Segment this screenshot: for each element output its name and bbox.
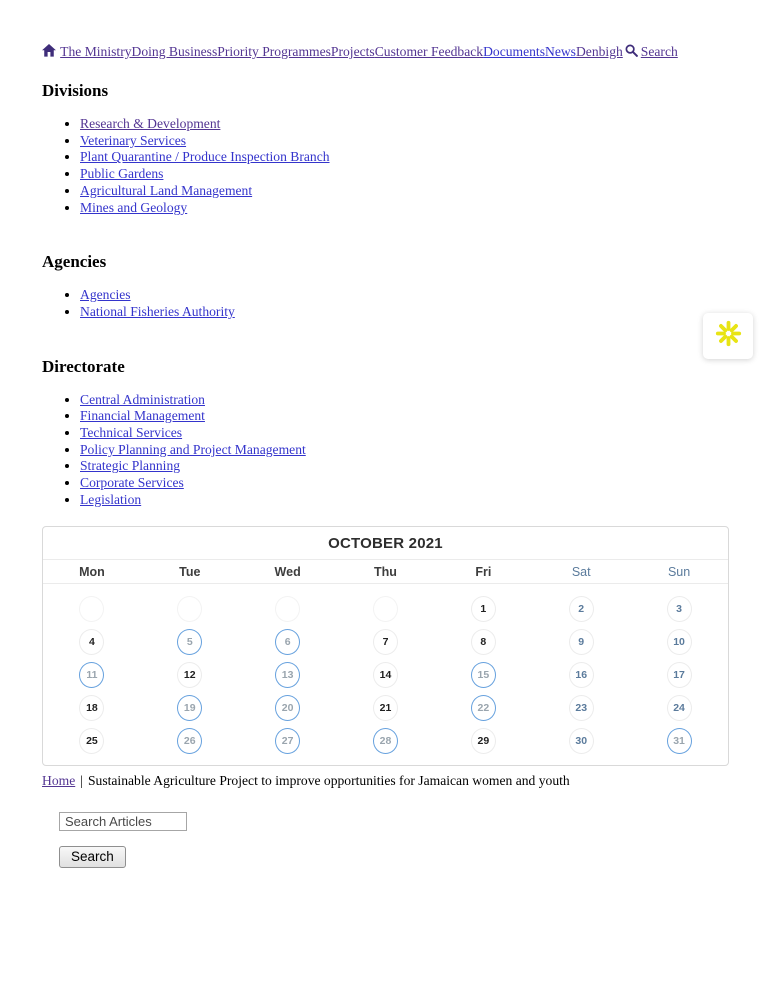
- nav-links: [60, 44, 678, 59]
- search-icon[interactable]: [625, 44, 638, 61]
- list-item: [80, 475, 731, 492]
- list-item: [80, 149, 731, 166]
- link-corporate-services[interactable]: Corporate Services: [80, 475, 184, 491]
- calendar-empty-day: [275, 596, 300, 622]
- accessibility-widget-button[interactable]: [703, 313, 753, 359]
- calendar-day-header-mon: Mon: [79, 564, 105, 579]
- calendar-day-31[interactable]: 31: [667, 728, 692, 754]
- calendar-day-23: 23: [569, 695, 594, 721]
- calendar-cell: [43, 659, 141, 692]
- calendar-cell: [434, 692, 532, 725]
- nav-link-news[interactable]: News: [545, 44, 576, 59]
- calendar-cell: [532, 626, 630, 659]
- calendar-cell: [532, 593, 630, 626]
- list-item: [80, 392, 731, 409]
- article-search-form: [59, 812, 731, 868]
- calendar-cell: [630, 593, 728, 626]
- nav-link-documents[interactable]: Documents: [483, 44, 545, 59]
- section-heading-directorate: Directorate: [42, 356, 125, 376]
- list-item: [80, 408, 731, 425]
- calendar-cell: [434, 626, 532, 659]
- calendar-day-3: 3: [667, 596, 692, 622]
- calendar-day-1: 1: [471, 596, 496, 622]
- calendar-day-12: 12: [177, 662, 202, 688]
- breadcrumb: [42, 773, 731, 789]
- calendar-cell: [337, 626, 435, 659]
- home-icon[interactable]: [42, 44, 56, 61]
- calendar-day-17: 17: [667, 662, 692, 688]
- calendar-day-header-sat: Sat: [571, 564, 591, 579]
- list-item: [80, 304, 731, 321]
- calendar-day-21: 21: [373, 695, 398, 721]
- nav-link-search[interactable]: Search: [640, 44, 678, 59]
- link-legislation[interactable]: Legislation: [80, 491, 142, 507]
- list-item: [80, 492, 731, 509]
- list-item: [80, 458, 731, 475]
- calendar-day-30: 30: [569, 728, 594, 754]
- calendar-cell: [337, 725, 435, 758]
- calendar-cell: [141, 626, 239, 659]
- calendar-day-header-wed: Wed: [274, 564, 301, 579]
- list-item: [80, 133, 731, 150]
- calendar-empty-day: [177, 596, 202, 622]
- link-list-agencies: [42, 287, 731, 320]
- search-articles-input[interactable]: [59, 812, 187, 831]
- calendar-day-header-tue: Tue: [179, 564, 201, 579]
- calendar-day-header-fri: Fri: [475, 564, 492, 579]
- calendar-cell: [43, 626, 141, 659]
- nav-link-the-ministry[interactable]: The Ministry: [60, 44, 132, 59]
- calendar-day-24: 24: [667, 695, 692, 721]
- nav-link-denbigh[interactable]: Denbigh: [575, 44, 623, 59]
- calendar-cell: [532, 725, 630, 758]
- list-item: [80, 425, 731, 442]
- link-policy-planning-and-project-management[interactable]: Policy Planning and Project Management: [80, 441, 306, 457]
- link-financial-management[interactable]: Financial Management: [80, 408, 205, 424]
- nav-link-priority-programmes[interactable]: Priority Programmes: [217, 44, 331, 59]
- calendar-cell: [434, 725, 532, 758]
- link-public-gardens[interactable]: Public Gardens: [80, 166, 164, 182]
- calendar-cell: [239, 626, 337, 659]
- calendar-day-5[interactable]: 5: [177, 629, 202, 655]
- calendar-cell: [141, 659, 239, 692]
- section-heading-divisions: Divisions: [42, 81, 109, 100]
- page-content: [42, 0, 731, 868]
- list-item: [80, 287, 731, 304]
- list-item: [80, 166, 731, 183]
- calendar-cell: [239, 692, 337, 725]
- calendar: [42, 526, 729, 766]
- calendar-cell: [239, 659, 337, 692]
- list-item: [80, 116, 731, 133]
- calendar-day-7: 7: [373, 629, 398, 655]
- calendar-cell: [337, 659, 435, 692]
- link-list-directorate: [42, 392, 731, 509]
- calendar-day-header-sun: Sun: [667, 564, 691, 579]
- calendar-day-11[interactable]: 11: [79, 662, 104, 688]
- link-research-development[interactable]: Research & Development: [80, 116, 221, 131]
- calendar-day-27[interactable]: 27: [275, 728, 300, 754]
- calendar-day-6[interactable]: 6: [275, 629, 300, 655]
- nav-link-doing-business[interactable]: Doing Business: [131, 44, 218, 59]
- link-mines-and-geology[interactable]: Mines and Geology: [80, 199, 188, 215]
- calendar-cell: [239, 593, 337, 626]
- link-central-administration[interactable]: Central Administration: [80, 391, 205, 407]
- calendar-day-20[interactable]: 20: [275, 695, 300, 721]
- calendar-day-14: 14: [373, 662, 398, 688]
- search-button[interactable]: Search: [59, 846, 126, 868]
- section-heading-agencies: Agencies: [42, 252, 107, 272]
- calendar-cell: [532, 659, 630, 692]
- calendar-cell: [141, 593, 239, 626]
- calendar-cell: [630, 692, 728, 725]
- calendar-day-28[interactable]: 28: [373, 728, 398, 754]
- calendar-cell: [630, 626, 728, 659]
- calendar-cell: [43, 725, 141, 758]
- top-navigation: [42, 0, 731, 60]
- breadcrumb-home-link[interactable]: Home: [42, 772, 76, 788]
- link-strategic-planning[interactable]: Strategic Planning: [80, 458, 181, 474]
- list-item: [80, 442, 731, 459]
- calendar-cell: [532, 692, 630, 725]
- calendar-cell: [434, 593, 532, 626]
- list-item: [80, 200, 731, 217]
- nav-link-projects[interactable]: Projects: [330, 44, 375, 59]
- calendar-day-8: 8: [471, 629, 496, 655]
- calendar-day-19[interactable]: 19: [177, 695, 202, 721]
- calendar-day-22[interactable]: 22: [471, 695, 496, 721]
- calendar-cell: [141, 725, 239, 758]
- calendar-cell: [434, 659, 532, 692]
- link-technical-services[interactable]: Technical Services: [80, 425, 183, 441]
- calendar-title: OCTOBER 2021: [43, 527, 728, 560]
- calendar-cell: [141, 692, 239, 725]
- calendar-day-18: 18: [79, 695, 104, 721]
- link-national-fisheries-authority[interactable]: National Fisheries Authority: [80, 303, 235, 319]
- asterisk-icon: [715, 320, 742, 352]
- calendar-cell: [337, 692, 435, 725]
- calendar-cell: [337, 593, 435, 626]
- calendar-cell: [239, 725, 337, 758]
- breadcrumb-page-title: Sustainable Agriculture Project to improve opportunities for Jamaican women and youth: [87, 772, 570, 788]
- calendar-cell: [630, 659, 728, 692]
- calendar-day-26[interactable]: 26: [177, 728, 202, 754]
- nav-link-customer-feedback[interactable]: Customer Feedback: [374, 44, 484, 59]
- calendar-empty-day: [373, 596, 398, 622]
- calendar-day-15[interactable]: 15: [471, 662, 496, 688]
- calendar-day-9: 9: [569, 629, 594, 655]
- calendar-day-headers: [43, 560, 728, 584]
- calendar-day-25: 25: [79, 728, 104, 754]
- calendar-day-header-thu: Thu: [374, 564, 397, 579]
- calendar-day-10: 10: [667, 629, 692, 655]
- link-veterinary-services[interactable]: Veterinary Services: [80, 132, 187, 148]
- link-list-divisions: [42, 116, 731, 216]
- calendar-day-16: 16: [569, 662, 594, 688]
- calendar-day-13[interactable]: 13: [275, 662, 300, 688]
- calendar-day-4: 4: [79, 629, 104, 655]
- calendar-cell: [630, 725, 728, 758]
- calendar-cell: [43, 593, 141, 626]
- calendar-day-2: 2: [569, 596, 594, 622]
- breadcrumb-separator: |: [80, 772, 83, 788]
- link-agencies[interactable]: Agencies: [80, 287, 131, 303]
- calendar-empty-day: [79, 596, 104, 622]
- link-plant-quarantine-produce-inspection-branch[interactable]: Plant Quarantine / Produce Inspection Branch: [80, 149, 330, 165]
- calendar-grid: [43, 584, 728, 765]
- calendar-day-29: 29: [471, 728, 496, 754]
- sections: [42, 81, 731, 509]
- list-item: [80, 183, 731, 200]
- calendar-cell: [43, 692, 141, 725]
- link-agricultural-land-management[interactable]: Agricultural Land Management: [80, 182, 253, 198]
